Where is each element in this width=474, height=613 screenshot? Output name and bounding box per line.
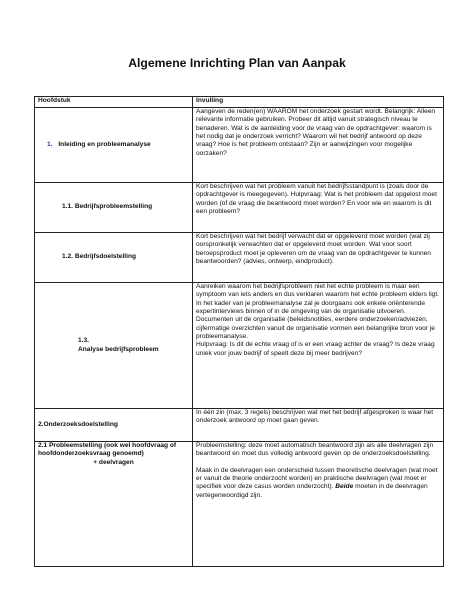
table-row	[35, 108, 444, 183]
row-text-2-emphasis: Beide	[335, 483, 354, 491]
table-row	[35, 183, 444, 233]
row-label: 1.1. Bedrijfsprobleemstelling	[62, 203, 153, 211]
row-text: Kort beschrijven wat het bedrijf verwacht dat er opgeleverd moet worden (wat zij oorspronkelijk verwachten dat er opgeleverd moet worden. Wat voor soort beroepsproduct moet je opleveren om de vraag van de opdrachtgever te kunnen beantwoorden? (advies, ontwerp, eindproduct).	[193, 233, 444, 283]
plan-table	[34, 96, 444, 567]
row-hulpvraag: Hulpvraag: Is dit de echte vraag of is er een vraag achter de vraag? Is deze vraag uniek voor jouw bedrijf of speelt deze bij meer bedrijven?	[196, 341, 435, 357]
table-row	[35, 283, 444, 409]
row-label-cell	[35, 233, 193, 283]
row-text-cell	[193, 283, 444, 409]
row-label-sub: + deelvragen	[93, 458, 134, 466]
row-label: 2.1 Probleemstelling (ook wel hoofdvraag of hoofdonderzoeksvraag genoemd)	[38, 442, 177, 458]
row-label: Analyse bedrijfsprobleem	[78, 345, 159, 353]
row-text-2	[196, 467, 440, 500]
paragraph-gap	[196, 459, 440, 467]
row-text-2-b: moeten in de deelvragen vertegenwoordigd zijn.	[196, 483, 428, 499]
row-text: Aangeven de reden(en) WAAROM het onderzoek gestart wordt. Belangrijk: Alleen relevante informatie gebruiken. Probeer dit altijd vanuit strategisch niveau te benaderen. Wat is de aanleiding voor de vraag van de opdrachtgever: waarom is het nodig dat je onderzoek verricht? Waarom wil het bedrijf antwoord op deze vraag? Hoe is het probleem ontstaan? Zijn er aanwijzingen voor mogelijke oorzaken?	[193, 108, 444, 183]
header-hoofdstuk: Hoofdstuk	[35, 97, 193, 108]
table-row	[35, 409, 444, 442]
row-label-cell	[35, 442, 193, 567]
row-label: Inleiding en probleemanalyse	[58, 140, 151, 148]
table-row	[35, 442, 444, 567]
row-text-2-a: Maak in de deelvragen een onderscheid tussen theoretische deelvragen (wat moet er vanuit de theorie onderzocht worden) en praktische deelvragen (wat moet er specifiek voor deze casus worden onderzocht).	[196, 466, 438, 491]
row-label-cell	[35, 108, 193, 183]
row-label-cell	[35, 183, 193, 233]
header-invulling: Invulling	[193, 97, 444, 108]
row-text: Probleemstelling: deze moet automatisch beantwoord zijn als alle deelvragen zijn beantwoord en moet dus volledig antwoord geven op de onderzoeksdoelstelling.	[196, 442, 434, 458]
row-text: Aanreiken waarom het bedrijfsprobleem niet het echte probleem is maar een symptoom van iets anders en dus verklaren waarom het echte probleem elders ligt. In het kader van je probleemanalyse zal je doorgaans ook enkele oriënterende expertinterviews binnen of in de omgeving van de organisatie uitvoeren. Documenten uit de organisatie (beleidsnotities, eerdere onderzoeken/adviezen, cijfermatige overzichten vanuit de organisatie vormen een belangrijke bron voor je probleemanalyse.	[196, 283, 439, 341]
row-text: Kort beschrijven wat het probleem vanuit het bedrijfsstandpunt is (zoals door de opdrachtgever is meegegeven). Hulpvraag: Wat is het probleem dat opgelost moet worden (of de vraag die beantwoord moet worden? En voor wie en waarom is dit een probleem?	[193, 183, 444, 233]
row-label-cell	[35, 283, 193, 409]
row-text-cell	[193, 442, 444, 567]
row-text: In één zin (max. 3 regels) beschrijven wat met het bedrijf afgesproken is waar het onderzoek antwoord op moet gaan geven.	[193, 409, 444, 442]
row-number: 1.3.	[78, 337, 89, 345]
row-label: 2.Onderzoeksdoelstelling	[38, 420, 118, 428]
row-label: 1.2. Bedrijfsdoelstelling	[62, 253, 137, 261]
row-number: 1.	[47, 140, 53, 148]
document-title: Algemene Inrichting Plan van Aanpak	[128, 56, 346, 70]
table-row	[35, 233, 444, 283]
row-label-cell	[35, 409, 193, 442]
table-header-row	[35, 97, 444, 108]
